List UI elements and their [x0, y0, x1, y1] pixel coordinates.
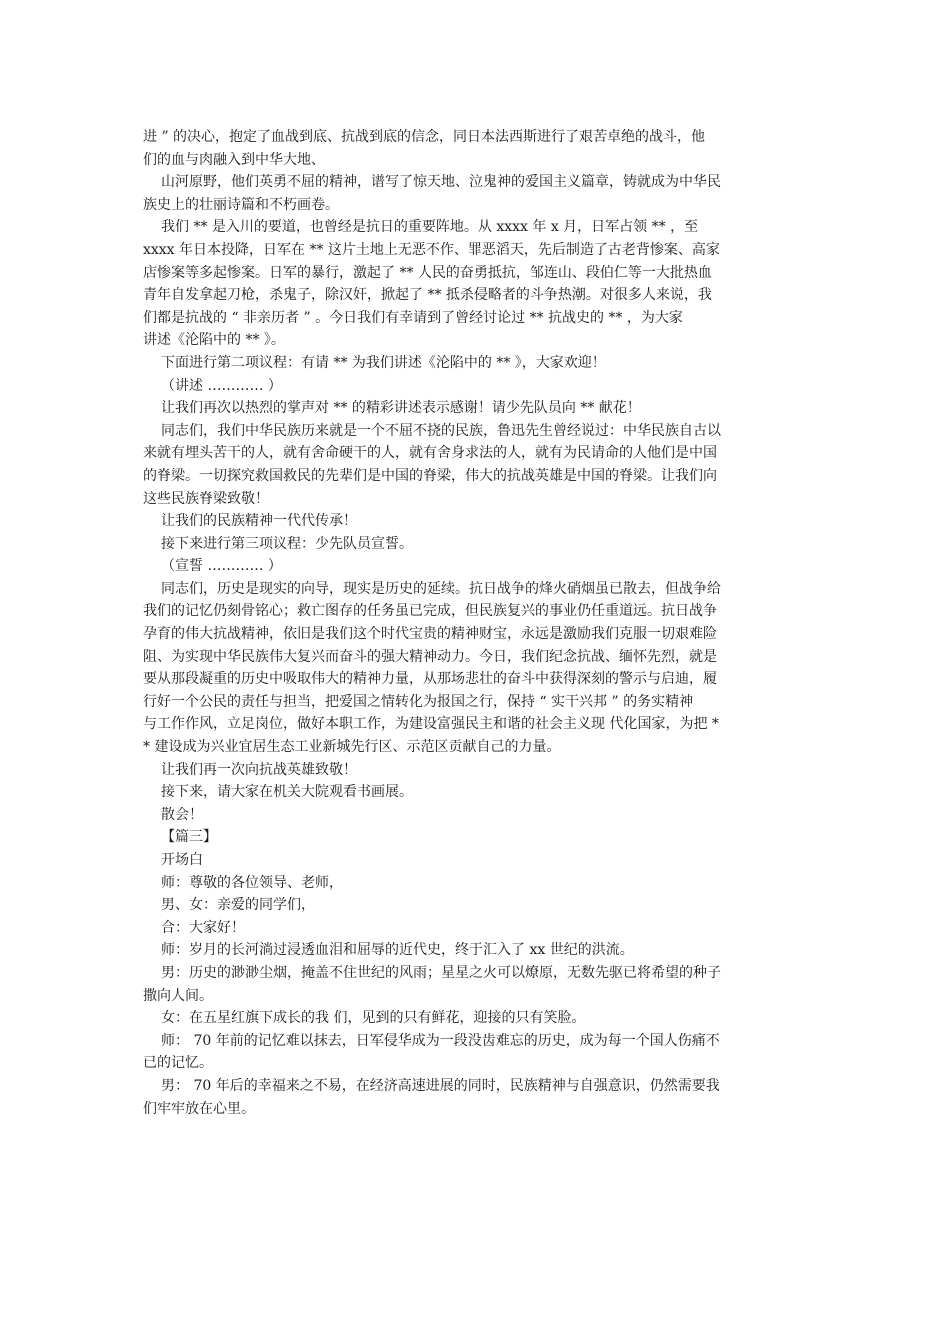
text-line: 山河原野，他们英勇不屈的精神，谱写了惊天地、泣鬼神的爱国主义篇章，铸就成为中华民: [161, 174, 721, 191]
text-line: 进 ” 的决心，抱定了血战到底、抗战到底的信念，同日本法西斯进行了艰苦卓绝的战斗，他: [143, 129, 706, 145]
text-line: 男： 70 年后的幸福来之不易，在经济高速进展的同时，民族精神与自强意识，仍然需要我: [161, 1077, 720, 1094]
text-line: 青年自发拿起刀枪，杀鬼子，除汉奸，掀起了 ** 抵杀侵略者的斗争热潮。对很多人来说，我: [143, 287, 712, 304]
text-line: 店惨案等多起惨案。日军的暴行，激起了 ** 人民的奋勇抵抗，邹连山、段伯仁等一大批热血: [143, 264, 712, 281]
text-line: 散会！: [161, 806, 203, 823]
text-line: 师： 70 年前的记忆难以抹去，日军侵华成为一段没齿难忘的历史，成为每一个国人伤痛不: [161, 1032, 720, 1049]
text-line: 们牢牢放在心里。: [143, 1100, 255, 1117]
text-line: （讲述 ………… ）: [161, 377, 282, 394]
text-line: 接下来，请大家在机关大院观看书画展。: [161, 784, 413, 801]
text-line: 师：尊敬的各位领导、老师，: [161, 874, 343, 891]
text-line: xxxx 年日本投降，日军在 ** 这片土地上无恶不作、罪恶滔天，先后制造了古老背惨案、高家: [143, 241, 720, 258]
text-line: 让我们的民族精神一代代传承！: [161, 513, 357, 530]
text-line: （宣誓 ………… ）: [161, 558, 282, 575]
text-line: 我们 ** 是入川的要道，也曾经是抗日的重要阵地。从 xxxx 年 x 月，日军占领 ** ，至: [161, 219, 699, 236]
text-line: 来就有埋头苦干的人，就有舍命硬干的人，就有舍身求法的人，就有为民请命的人他们是中国: [143, 445, 717, 462]
text-line: * 建设成为兴业宜居生态工业新城先行区、示范区贡献自己的力量。: [143, 739, 561, 756]
document-body: [143, 126, 808, 1120]
text-line: 男、女：亲爱的同学们，: [161, 897, 315, 914]
text-line: 接下来进行第三项议程：少先队员宣誓。: [161, 535, 413, 552]
text-line: 行好一个公民的责任与担当，把爱国之情转化为报国之行，保持 “ 实干兴邦 ” 的务实精神: [143, 693, 694, 710]
text-line: 师：岁月的长河淌过浸透血泪和屈辱的近代史，终于汇入了 xx 世纪的洪流。: [161, 942, 634, 959]
text-line: 男：历史的渺渺尘烟，掩盖不住世纪的风雨；星星之火可以燎原，无数先驱已将希望的种子: [161, 964, 721, 981]
text-line: 【篇三】: [161, 829, 217, 846]
text-line: 阻、为实现中华民族伟大复兴而奋斗的强大精神动力。今日，我们纪念抗战、缅怀先烈，就是: [143, 648, 717, 665]
text-line: 族史上的壮丽诗篇和不朽画卷。: [143, 196, 339, 213]
text-line: 让我们再次以热烈的掌声对 ** 的精彩讲述表示感谢！请少先队员向 ** 献花！: [161, 400, 641, 417]
text-line: 我们的记忆仍刻骨铭心；救亡图存的任务虽已完成，但民族复兴的事业仍任重道远。抗日战争: [143, 603, 717, 620]
text-line: 与工作作风，立足岗位，做好本职工作，为建设富强民主和谐的社会主义现 代化国家，为把 *: [143, 716, 719, 733]
text-line: 女：在五星红旗下成长的我 们，见到的只有鲜花，迎接的只有笑脸。: [161, 1010, 586, 1027]
text-line: 让我们再一次向抗战英雄致敬！: [161, 761, 357, 778]
text-line: 要从那段凝重的历史中吸取伟大的精神力量，从那场悲壮的奋斗中获得深刻的警示与启迪，履: [143, 671, 717, 688]
text-line: 的脊梁。一切探究救国救民的先辈们是中国的脊梁，伟大的抗战英雄是中国的脊梁。让我们向: [143, 467, 717, 484]
text-line: 开场白: [161, 852, 203, 868]
text-line: 同志们，我们中华民族历来就是一个不屈不挠的民族，鲁迅先生曾经说过：中华民族自古以: [161, 422, 721, 439]
text-line: 合：大家好！: [161, 919, 245, 936]
text-line: 这些民族脊梁致敬！: [143, 490, 269, 507]
text-line: 讲述《沦陷中的 ** 》。: [143, 332, 285, 349]
text-line: 撒向人间。: [143, 987, 213, 1004]
text-line: 同志们，历史是现实的向导，现实是历史的延续。抗日战争的烽火硝烟虽已散去，但战争给: [161, 580, 721, 597]
text-line: 已的记忆。: [143, 1055, 213, 1072]
text-line: 们的血与肉融入到中华大地、: [143, 151, 325, 168]
text-line: 下面进行第二项议程：有请 ** 为我们讲述《沦陷中的 ** 》，大家欢迎！: [161, 354, 606, 371]
text-line: 孕育的伟大抗战精神，依旧是我们这个时代宝贵的精神财宝，永远是激励我们克服一切艰难险: [143, 626, 717, 643]
text-line: 们都是抗战的 “ 非亲历者 ” 。今日我们有幸请到了曾经讨论过 ** 抗战史的 ** ，为大家: [143, 309, 683, 326]
